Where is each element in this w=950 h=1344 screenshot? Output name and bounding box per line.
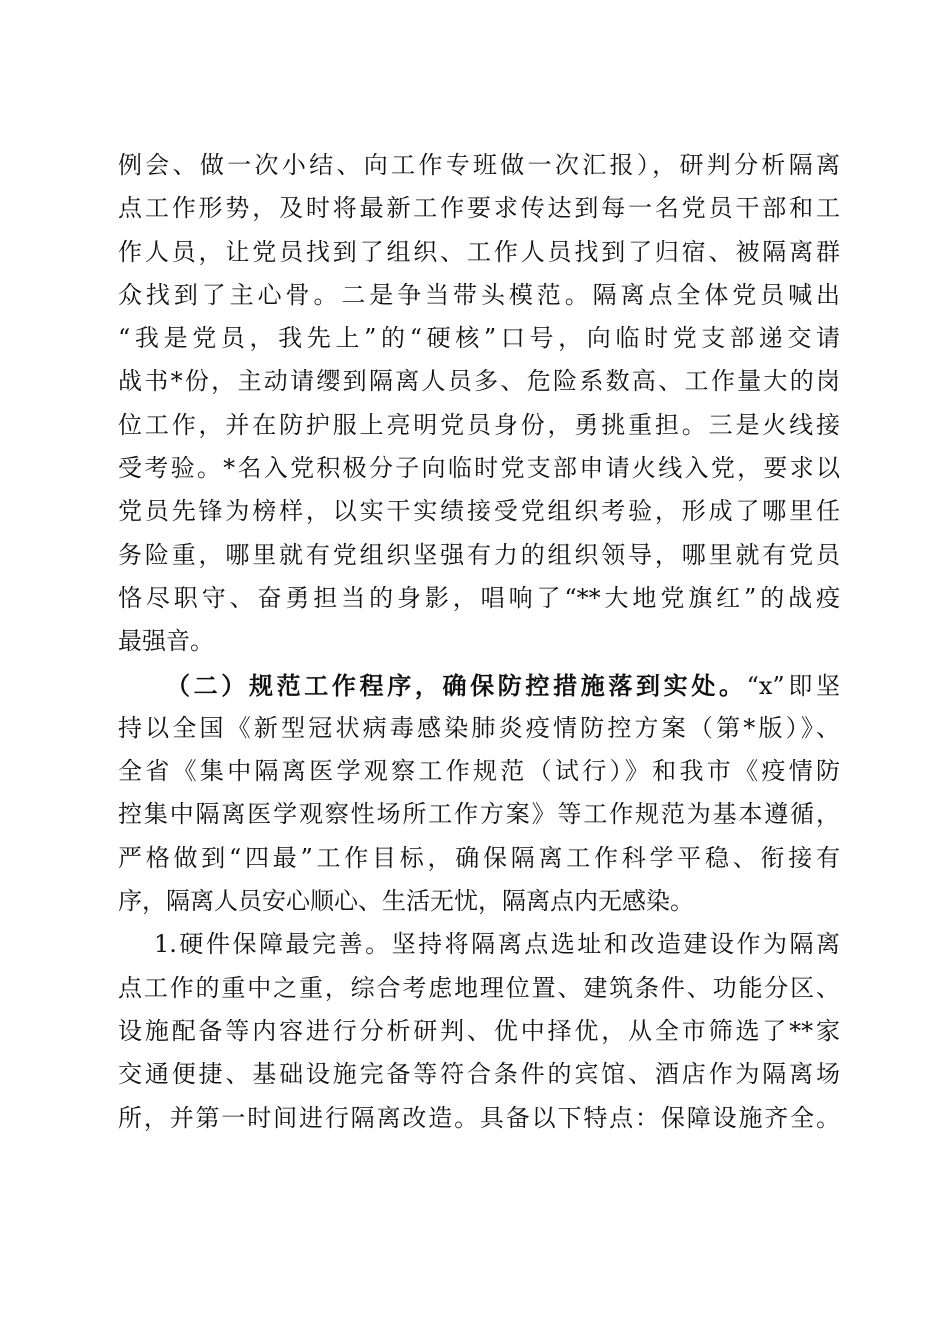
text-line: 党员先锋为榜样，以实干实绩接受党组织考验，形成了哪里任 (118, 497, 840, 526)
numbered-item-line: 1.硬件保障最完善。坚持将隔离点选址和改造建设作为隔离 (154, 930, 840, 959)
text-line: 控集中隔离医学观察性场所工作方案》等工作规范为基本遵循， (118, 800, 840, 829)
text-line: 位工作，并在防护服上亮明党员身份，勇挑重担。三是火线接 (118, 410, 840, 439)
text-line: 恪尽职守、奋勇担当的身影，唱响了“**大地党旗红”的战疫 (118, 583, 840, 612)
text-line: 严格做到“四最”工作目标，确保隔离工作科学平稳、衔接有 (118, 843, 840, 872)
paragraph-hardware-guarantee (118, 923, 840, 1139)
section-heading: （二）规范工作程序，确保防控措施落到实处。 (166, 670, 747, 700)
text-line: 全省《集中隔离医学观察工作规范（试行）》和我市《疫情防 (118, 757, 840, 786)
text-line: 务险重，哪里就有党组织坚强有力的组织领导，哪里就有党员 (118, 540, 840, 569)
document-body (118, 144, 840, 1140)
text-line: 设施配备等内容进行分析研判、优中择优，从全市筛选了**家 (118, 1016, 840, 1045)
text-line: 例会、做一次小结、向工作专班做一次汇报），研判分析隔离 (118, 151, 840, 179)
text-line: 序，隔离人员安心顺心、生活无忧，隔离点内无感染。 (118, 887, 694, 916)
text-line: 众找到了主心骨。二是争当带头模范。隔离点全体党员喊出 (118, 280, 840, 309)
section-heading-line (118, 664, 840, 707)
text-line: 最强音。 (118, 627, 214, 656)
text-line: 点工作形势，及时将最新工作要求传达到每一名党员干部和工 (118, 194, 840, 223)
text-line: 点工作的重中之重，综合考虑地理位置、建筑条件、功能分区、 (118, 973, 840, 1002)
paragraph-party-members (118, 144, 840, 664)
section-heading-tail: “x”即坚 (746, 671, 840, 700)
text-line: “我是党员，我先上”的“硬核”口号，向临时党支部递交请 (118, 324, 840, 353)
text-line: 交通便捷、基础设施完备等符合条件的宾馆、酒店作为隔离场 (118, 1060, 840, 1089)
text-line: 持以全国《新型冠状病毒感染肺炎疫情防控方案（第*版）》、 (118, 713, 840, 742)
paragraph-work-procedures (118, 664, 840, 924)
text-line: 受考验。*名入党积极分子向临时党支部申请火线入党，要求以 (118, 454, 840, 483)
text-line: 所，并第一时间进行隔离改造。具备以下特点：保障设施齐全。 (118, 1103, 840, 1132)
text-line: 战书*份，主动请缨到隔离人员多、危险系数高、工作量大的岗 (118, 367, 840, 396)
text-line: 作人员，让党员找到了组织、工作人员找到了归宿、被隔离群 (118, 237, 840, 266)
